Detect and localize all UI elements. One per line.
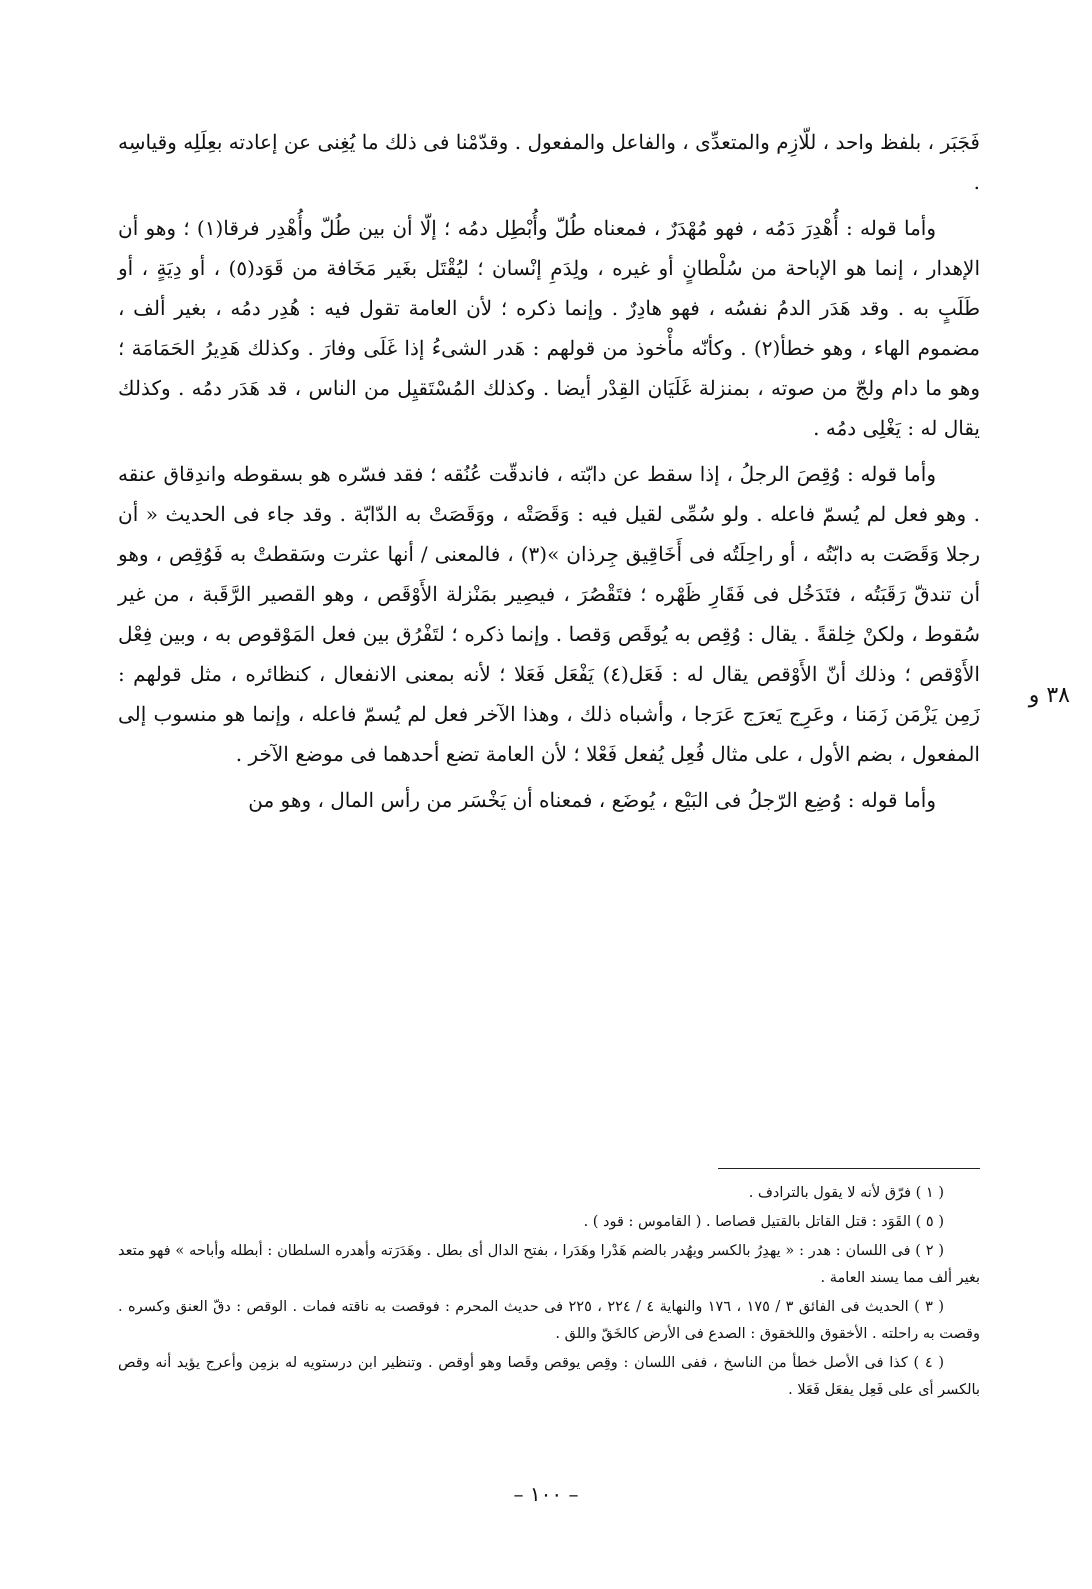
footnote-1: ( ١ ) فرّق لأنه لا يقول بالترادف . [748,1185,944,1201]
footnote-4: ( ٤ ) كذا فى الأصل خطأ من الناسخ ، ففى اللسان : وقِص يوقص وقَصا وهو أوقص . وتنظير ابن درستويه له بزمِن وأعرج يؤيد أنه وقص بالكسر أى على فَعِل يفعَل فَعَلا . [118,1355,980,1398]
footnote-2: ( ٢ ) فى اللسان : هدر : « يهدِرُ بالكسر ويهُدر بالضم هَدْرا وهَدَرا ، بفتح الدال أى بطل . وهَدَرَته وأهدره السلطان : أبطله وأباحه » فهو متعد بغير ألف مما يسند العامة . [118,1243,980,1286]
main-text [118,122,980,826]
page-number: – ١٠٠ – [513,1482,579,1506]
folio-marginal-note: ٣٨ و [1028,683,1070,708]
paragraph-1: فَجَبَر ، بلفظ واحد ، للّازِم والمتعدِّى ، والفاعل والمفعول . وقدّمْنا فى ذلك ما يُغِنى عن إعادته بعِلَلِه وقياسِه . [118,130,980,194]
paragraph-2: وأما قوله : أُهْدِرَ دَمُه ، فهو مُهْدَرٌ ، فمعناه طُلّ وأُبْطِل دمُه ؛ إلّا أن بين طُلّ وأُهْدِر فرقا(١) ؛ وهو أن الإهدار ، إنما هو الإباحة من سُلْطانٍ أو غيره ، ولِدَمِ إنْسان ؛ ليُقْتَل بغَير مَخَافة من قَوَد(٥) ، أو دِيَةٍ ، أو طَلَبٍ به . وقد هَدَر الدمُ نفسُه ، فهو هادِرٌ . وإنما ذكره ؛ لأن العامة تقول فيه : هُدِر دمُه ، بغير ألف ، مضموم الهاء ، وهو خطأ(٢) . وكأنّه مأْخوذ من قولهم : هَدر الشىءُ إذا غَلَى وفارَ . وكذلك هَدِيرُ الحَمَامَة ؛ وهو ما دام ولجّ من صوته ، بمنزلة غَلَيَان القِدْر أيضا . وكذلك المُسْتَقيِل من الناس ، قد هَدَر دمُه . وكذلك يقال له : يَغْلِى دمُه . [118,216,981,440]
paragraph-3: وأما قوله : وُقِصَ الرجلُ ، إذا سقط عن دابّته ، فاندقّت عُنُقه ؛ فقد فسّره هو بسقوطه واندِقاق عنقه . وهو فعل لم يُسمّ فاعله . ولو سُمِّى لقيل فيه : وَقَصَتْه ، ووَقَصَتْ به الدّابّة . وقد جاء فى الحديث « أن رجلا وَقَصَت به دابّتُه ، أو راحِلَتُه فى أَخَاقِيق جِرذان »(٣) ، فالمعنى / أنها عثرت وسَقطتْ به فَوُقِص ، وهو أن تندقّ رَقَبَتُه ، فتَدَخُل فى فَقَارِ ظَهْره ؛ فتَقْصُرَ ، فيصِير بمَنْزلة الأَوْقَص ، وهو القصير الرَّقَبة ، من غير سُقوط ، ولكنْ خِلقةً . يقال : وُقِص به يُوقَص وَقصا . وإنما ذكره ؛ لتَفْرُق بين فعل المَوْقوص به ، وبين فِعْل الأَوْقص ؛ وذلك أنّ الأَوْقص يقال له : فَعَل(٤) يَفْعَل فَعَلا ؛ لأنه بمعنى الانفعال ، كنظائره ، مثل قولهم : زَمِن يَزْمَن زَمَنا ، وعَرِج يَعرَج عَرَجا ، وأشباه ذلك ، وهذا الآخر فعل لم يُسمّ فاعله ، وإنما هو منسوب إلى المفعول ، بضم الأول ، على مثال فُعِل يُفعل فَعْلا ؛ لأن العامة تضع أحدهما فى موضع الآخر . [118,462,981,766]
footnote-divider [718,1168,980,1169]
footnotes [118,1180,980,1406]
footnote-5: ( ٥ ) القَوَد : قتل القاتل بالقتيل قصاصا . ( القاموس : قود ) . [583,1214,944,1230]
paragraph-4: وأما قوله : وُضِع الرّجلُ فى البَيْع ، يُوضَع ، فمعناه أن يَخْسَر من رأس المال ، وهو من [248,788,936,812]
footnote-3: ( ٣ ) الحديث فى الفائق ٣ / ١٧٥ ، ١٧٦ والنهاية ٤ / ٢٢٤ ، ٢٢٥ فى حديث المحرم : فوقصت به ناقته فمات . الوقص : دقّ العنق وكسره . وقصت به راحلته . الأخقوق واللخقوق : الصدع فى الأرض كالخَقّ واللق . [118,1299,980,1342]
